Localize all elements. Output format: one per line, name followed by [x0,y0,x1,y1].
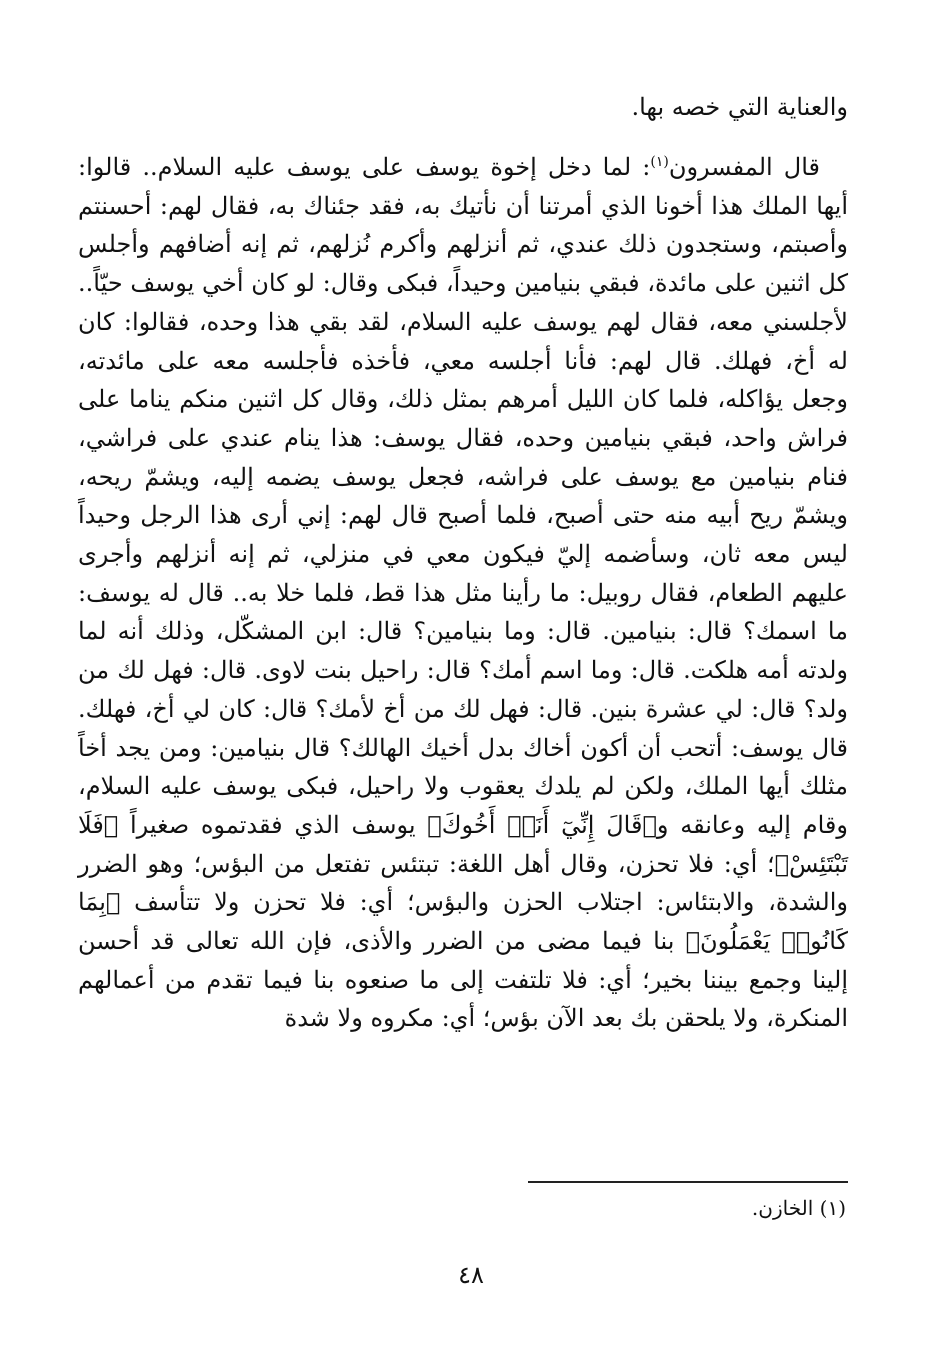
opening-line: والعناية التي خصه بها. [631,93,848,121]
paragraph-body: : لما دخل إخوة يوسف على يوسف عليه السلام.. قالوا: أيها الملك هذا أخونا الذي أمرتنا أن نأتيك به، فقد جئناك به، فقال لهم: أحسنتم وأصبتم، وستجدون ذلك عندي، ثم أنزلهم وأكرم نُزلهم، ثم إنه أضافهم وأجلس كل اثنين على مائدة، فبقي بنيامين وحيداً، فبكى وقال: لو كان أخي يوسف حيّاً.. لأجلسني معه، فقال لهم يوسف عليه السلام، لقد بقي هذا وحده، فقالوا: كان له أخ، فهلك. قال لهم: فأنا أجلسه معي، فأخذه فأجلسه معه على مائدته، وجعل يؤاكله، فلما كان الليل أمرهم بمثل ذلك، وقال كل اثنين منكم يناما على فراش واحد، فبقي بنيامين وحده، فقال يوسف: هذا ينام عندي على فراشي، فنام بنيامين مع يوسف على فراشه، فجعل يوسف يضمه إليه، ويشمّ ريحه، ويشمّ ريح أبيه منه حتى أصبح، فلما أصبح قال لهم: إني أرى هذا الرجل وحيداً ليس معه ثان، وسأضمه إليّ فيكون معي في منزلي، ثم إنه أنزلهم وأجرى عليهم الطعام، فقال روبيل: ما رأينا مثل هذا قط، فلما خلا به.. قال له يوسف: ما اسمك؟ قال: بنيامين. قال: وما بنيامين؟ قال: ابن المشكّل، وذلك أنه لما ولدته أمه هلكت. قال: وما اسم أمك؟ قال: راحيل بنت لاوى. قال: فهل لك من ولد؟ قال: لي عشرة بنين. قال: فهل لك من أخ لأمك؟ قال: كان لي أخ، فهلك. قال يوسف: أتحب أن أكون أخاك بدل أخيك الهالك؟ قال بنيامين: ومن يجد أخاً مثلك أيها الملك، ولكن لم يلدك يعقوب ولا راحيل، فبكى يوسف عليه السلام، وقام إليه وعانقه و﴿قَالَ إِنِّيٓ أَنَا۠ أَخُوكَ﴾ يوسف الذي فقدتموه صغيراً ﴿فَلَا تَبْتَئِسْ﴾؛ أي: فلا تحزن، وقال أهل اللغة: تبتئس تفتعل من البؤس؛ وهو الضرر والشدة، والابتئاس: اجتلاب الحزن والبؤس؛ أي: فلا تحزن ولا تتأسف ﴿بِمَا كَانُوا۟ يَعْمَلُونَ﴾ بنا فيما مضى من الضرر والأذى، فإن الله تعالى قد أحسن إلينا وجمع بيننا بخير؛ أي: فلا تلتفت إلى ما صنعوه بنا فيما تقدم من أعمالهم المنكرة، ولا يلحقن بك بعد الآن بؤس؛ أي: مكروه ولا شدة [78,153,849,1033]
page-number: ٤٨ [458,1261,484,1289]
main-paragraph [78,148,848,1038]
footnote-divider [528,1181,848,1183]
footnote-reference: (١) [650,154,669,170]
paragraph-lead: قال المفسرون [668,153,820,181]
footnote: (١) الخازن. [751,1196,846,1220]
